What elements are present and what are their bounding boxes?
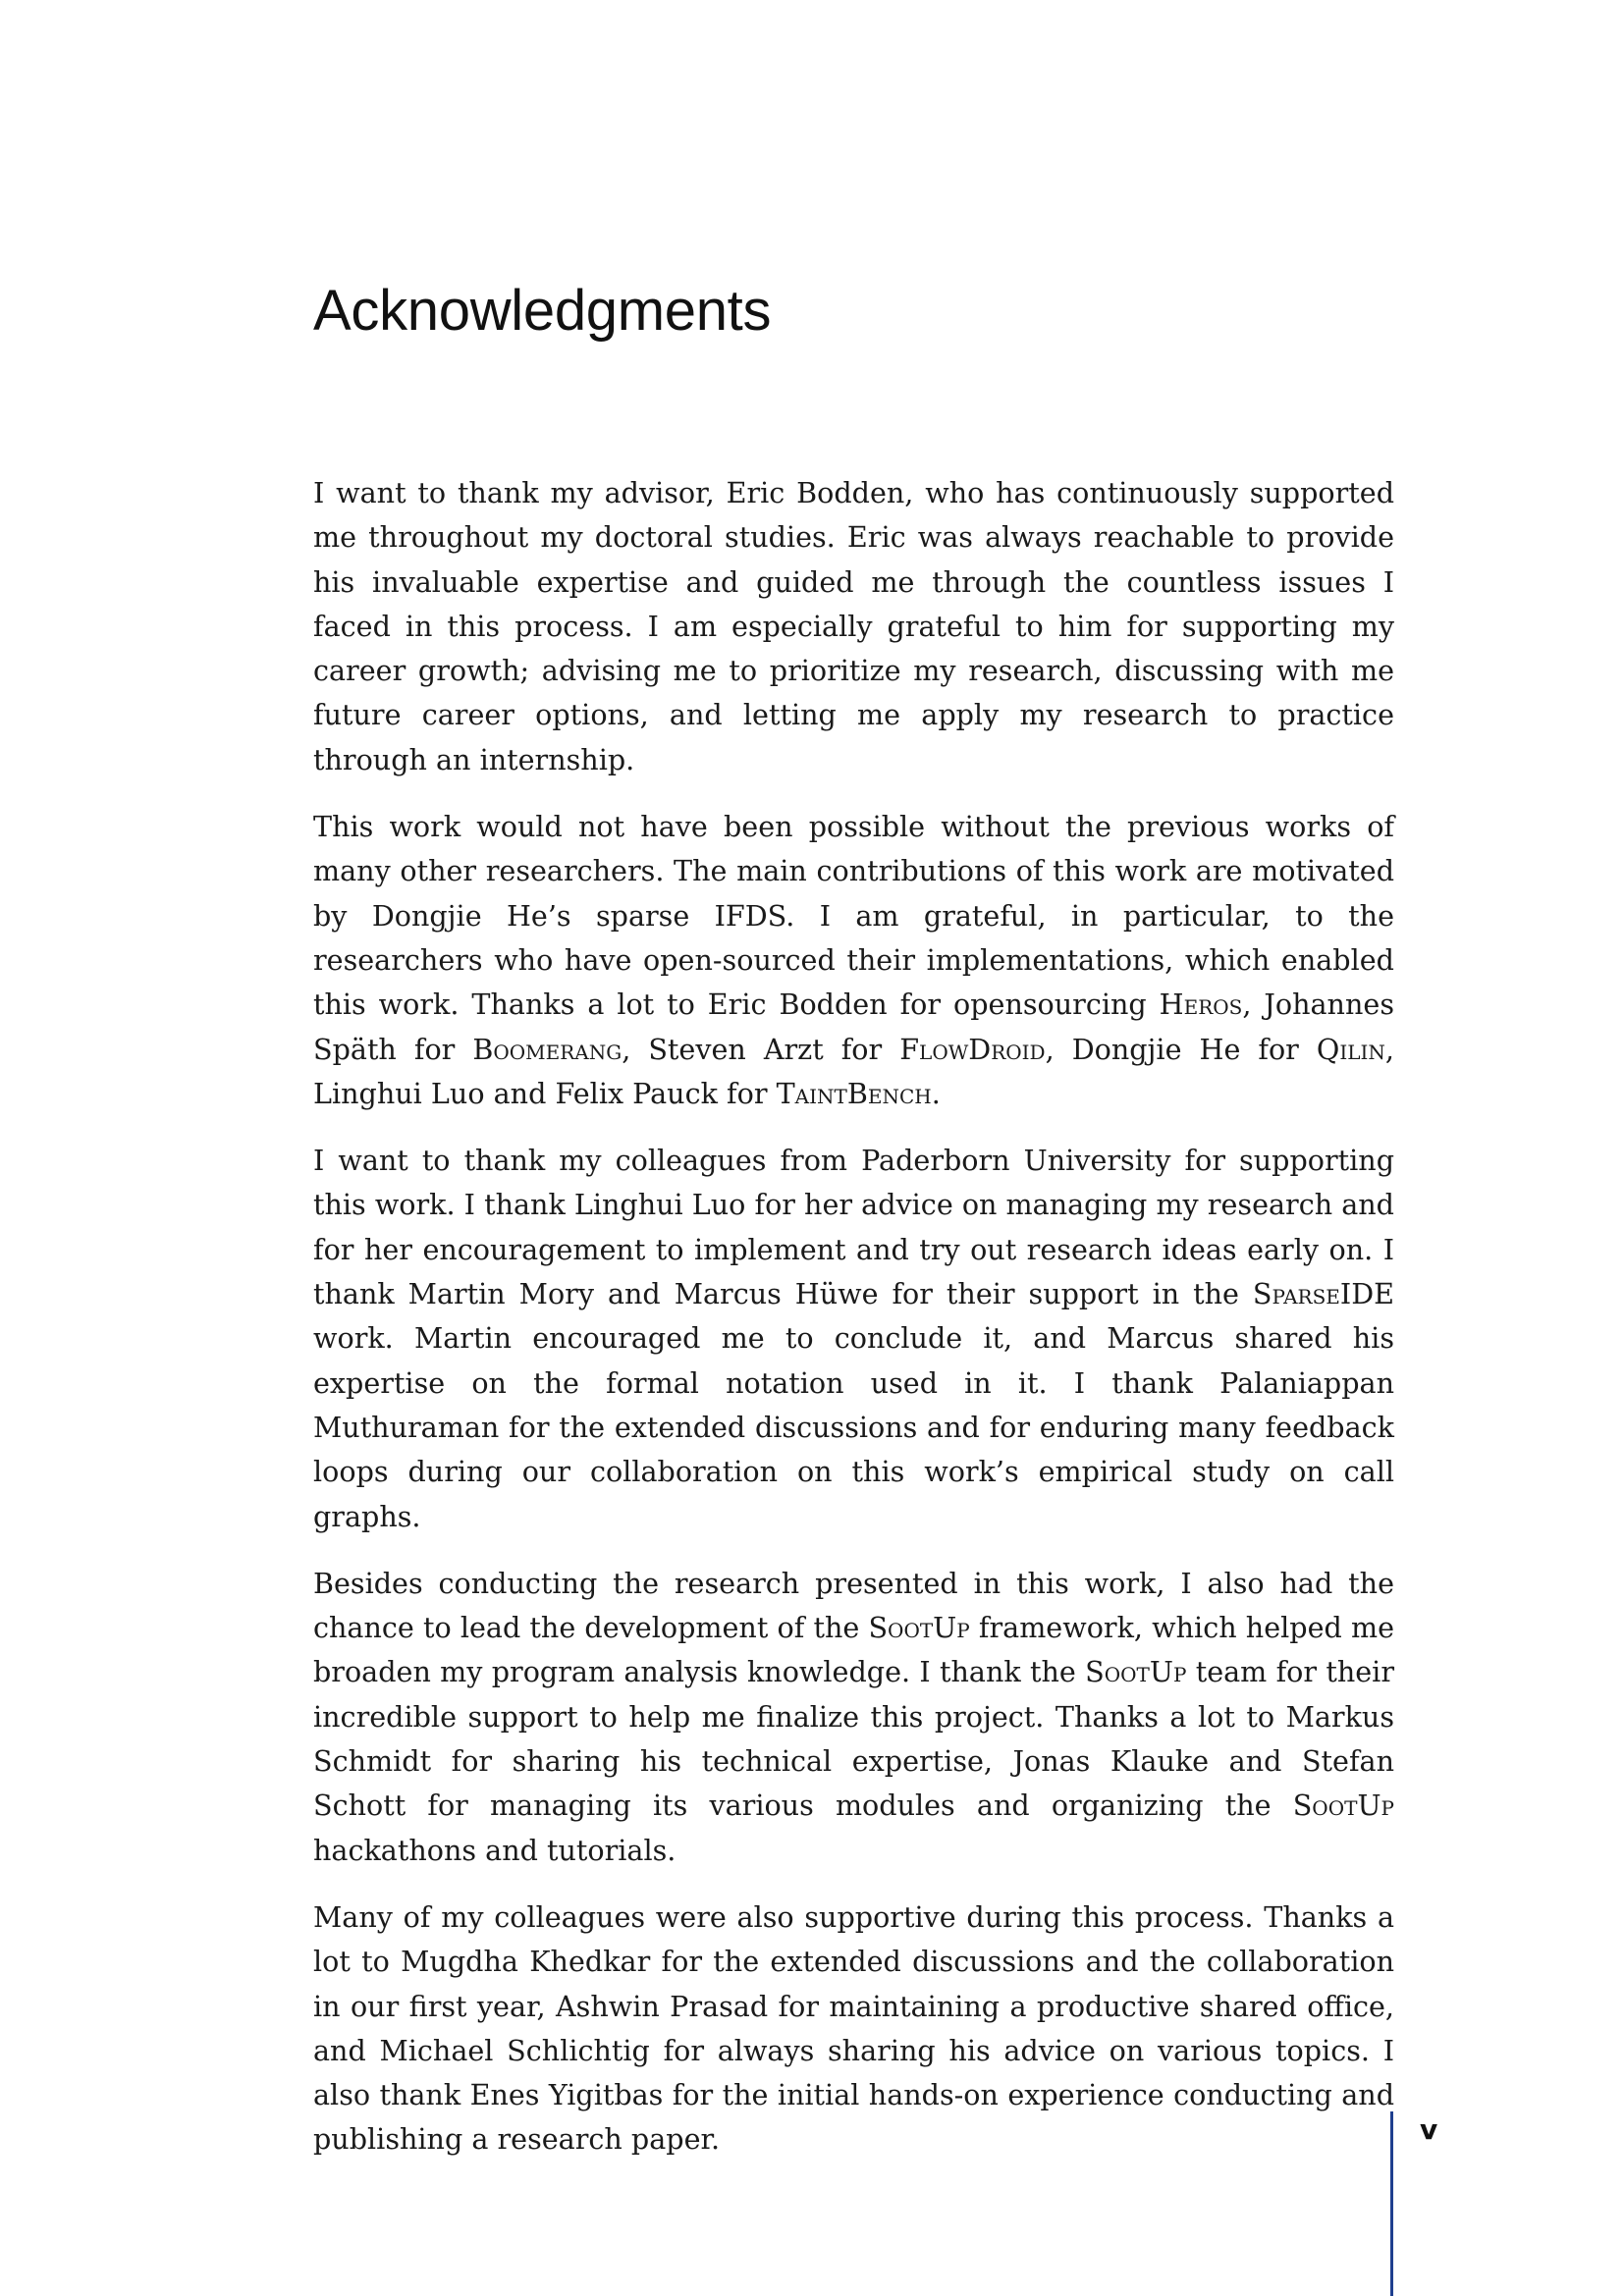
text-run: work. Martin encouraged me to conclude it, and Marcus shared his expertise on the formal notation used in it. I thank Palaniappan Muthuraman for the extended discussions and for enduring many feedback loops during our collaboration on this work’s empirical study on call graphs.	[313, 1321, 1394, 1533]
tool-name-ide: IDE	[1339, 1277, 1394, 1311]
text-run: , Steven Arzt for	[622, 1032, 900, 1066]
tool-name-qilin: Qilin	[1316, 1032, 1385, 1066]
text-run: .	[931, 1076, 941, 1110]
text-run: framework, which helped me broaden my program analysis knowledge. I thank the	[313, 1611, 1395, 1689]
text-run: team for their incredible support to help me finalize this project. Thanks a lot to Markus Schmidt for sharing his technical expertise, Jonas Klauke and Stefan Schott for managing its various modules and organizing the	[313, 1655, 1394, 1823]
margin-rule	[1390, 2111, 1393, 2296]
tool-name-sootup: SootUp	[868, 1611, 970, 1645]
paragraph-prior-works	[313, 805, 1394, 1116]
paragraph-sootup	[313, 1562, 1394, 1873]
tool-name-sootup: SootUp	[1292, 1789, 1394, 1823]
tool-name-taintbench: TaintBench	[776, 1076, 932, 1110]
text-run: I want to thank my colleagues from Paderborn University for supporting this work. I thank Linghui Luo for her advice on managing my research and for her encouragement to implement and try out research ideas early on. I thank Martin Mory and Marcus Hüwe for their support in the	[313, 1144, 1394, 1311]
paragraph-colleagues-paderborn	[313, 1139, 1394, 1539]
tool-name-sparse: Sparse	[1252, 1277, 1340, 1311]
text-run: Besides conducting the research presented in this work, I also had the chance to lead the development of the	[313, 1566, 1394, 1645]
tool-name-heros: Heros	[1159, 988, 1243, 1022]
tool-name-flowdroid: FlowDroid	[899, 1032, 1046, 1066]
page-title: Acknowledgments	[313, 279, 772, 343]
text-run: , Dongjie He for	[1045, 1032, 1317, 1066]
text-run: , Johannes Späth for	[313, 988, 1394, 1066]
page-number: v	[1420, 2113, 1438, 2146]
text-run: hackathons and tutorials.	[313, 1833, 677, 1867]
tool-name-sootup: SootUp	[1085, 1655, 1187, 1689]
paragraph-supportive-colleagues: Many of my colleagues were also supportive during this process. Thanks a lot to Mugdha Khedkar for the extended discussions and the collaboration in our first year, Ashwin Prasad for maintaining a productive shared office, and Michael Schlichtig for always sharing his advice on various topics. I also thank Enes Yigitbas for the initial hands-on experience conducting and publishing a research paper.	[313, 1899, 1394, 2157]
text-run: This work would not have been possible without the previous works of many other researchers. The main contributions of this work are motivated by Dongjie He’s sparse IFDS. I am grateful, in particular, to the researchers who have open-sourced their implementations, which enabled this work. Thanks a lot to Eric Bodden for opensourcing	[313, 810, 1394, 1022]
text-run: , Linghui Luo and Felix Pauck for	[313, 1032, 1394, 1110]
tool-name-boomerang: Boomerang	[472, 1032, 623, 1066]
paragraph-advisor: I want to thank my advisor, Eric Bodden, who has continuously supported me throughout my doctoral studies. Eric was always reachable to provide his invaluable expertise and guided me through the countless issues I faced in this process. I am especially grateful to him for supporting my career growth; advising me to prioritize my research, discussing with me future career options, and letting me apply my research to practice through an internship.	[313, 476, 1394, 776]
acknowledgments-body	[313, 471, 1394, 2185]
